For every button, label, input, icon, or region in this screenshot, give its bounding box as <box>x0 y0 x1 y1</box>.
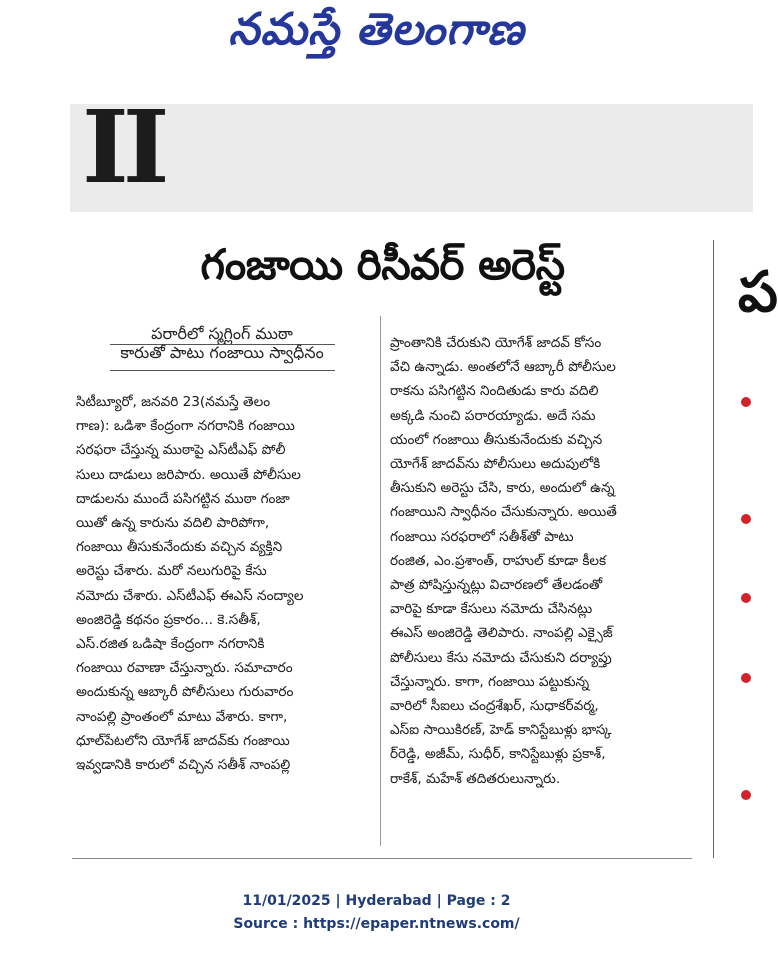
article-bottom-rule <box>72 858 692 859</box>
bullet-icon <box>741 673 751 683</box>
bullet-icon <box>741 790 751 800</box>
subheading-divider <box>110 370 335 371</box>
section-band <box>70 104 753 212</box>
bullet-icon <box>741 593 751 603</box>
article-body-right-column: ప్రాంతానికి చేరుకుని యోగేశ్ జాదవ్ కోసం వేచి ఉన్నాడు. అంతలోనే ఆబ్కారీ పోలీసుల రాకను పసిగట్టిన నిందితుడు కారు వదిలి అక్కడి నుంచి పరారయ్యాడు. అదే సమ యంలో గంజాయి తీసుకునేందుకు వచ్చిన యోగేశ్ జాదవ్‌ను పోలీసులు అదుపులోకి తీసుకుని అరెస్టు చేసి, కారు, అందులో ఉన్న గంజాయిని స్వాధీనం చేసుకున్నారు. అయితే గంజాయి సరఫరాలో సతీశ్‌తో పాటు రంజిత, ఎం.ప్రశాంత్, రాహుల్ కూడా కీలక పాత్ర పోషిస్తున్నట్లు విచారణలో తేలడంతో వారిపై కూడా కేసులు నమోదు చేసినట్లు ఈఎస్ అంజిరెడ్డి తెలిపారు. నాంపల్లి ఎక్సైజ్ పోలీసులు కేసు నమోదు చేసుకుని దర్యాప్తు చేస్తున్నారు. కాగా, గంజాయి పట్టుకున్న వారిలో సీఐలు చంద్రశేఖర్, సుధాకర్‌వర్మ, ఎస్ఐ సాయికిరణ్, హెడ్ కానిస్టేబుళ్లు భాస్క ర్‌రెడ్డి, అజీమ్, సుధీర్, కానిస్టేబుళ్లు ప్రకాశ్, రాకేశ్, మహేశ్ తదితరులున్నారు. <box>390 335 617 787</box>
article-headline: గంజాయి రిసీవర్ అరెస్ట్ <box>200 240 565 289</box>
footer-source-link[interactable]: Source : https://epaper.ntnews.com/ <box>233 916 520 932</box>
adjacent-article-fragment: ప <box>738 260 778 325</box>
footer-date-line: 11/01/2025 | Hyderabad | Page : 2 <box>242 893 511 909</box>
adjacent-article-rule <box>713 240 714 858</box>
bullet-icon <box>741 514 751 524</box>
subheading-1: పరారీలో స్మగ్లింగ్ ముఠా <box>151 324 293 343</box>
subheading-2: కారుతో పాటు గంజాయి స్వాధీనం <box>120 343 324 362</box>
masthead-logo: నమస్తే తెలంగాణ <box>228 4 525 55</box>
article-body-left-column: సిటీబ్యూరో, జనవరి 23(నమస్తే తెలం గాణ): ఒడిశా కేంద్రంగా నగరానికి గంజాయి సరఫరా చేస్తున్న ముఠాపై ఎస్‌టీఎఫ్ పోలీ సులు దాడులు జరిపారు. అయితే పోలీసుల దాడులను ముందే పసిగట్టిన ముఠా గంజా యితో ఉన్న కారును వదిలి పారిపోగా, గంజాయి తీసుకునేందుకు వచ్చిన వ్యక్తిని అరెస్టు చేశారు. మరో నలుగురిపై కేసు నమోదు చేశారు. ఎస్‌టీఎఫ్ ఈఎస్ నంద్యాల అంజిరెడ్డి కథనం ప్రకారం... కె.సతీశ్, ఎస్.రజిత ఒడిషా కేంద్రంగా నగరానికి గంజాయి రవాణా చేస్తున్నారు. సమాచారం అందుకున్న ఆబ్కారీ పోలీసులు గురువారం నాంపల్లి ప్రాంతంలో మాటు వేశారు. కాగా, ధూల్‌పేటలోని యోగేశ్ జాదవ్‌కు గంజాయి ఇవ్వడానికి కారులో వచ్చిన సతీశ్ నాంపల్లి <box>76 394 304 774</box>
bullet-icon <box>741 397 751 407</box>
column-divider <box>380 316 381 846</box>
page-section-mark: II <box>82 88 164 206</box>
